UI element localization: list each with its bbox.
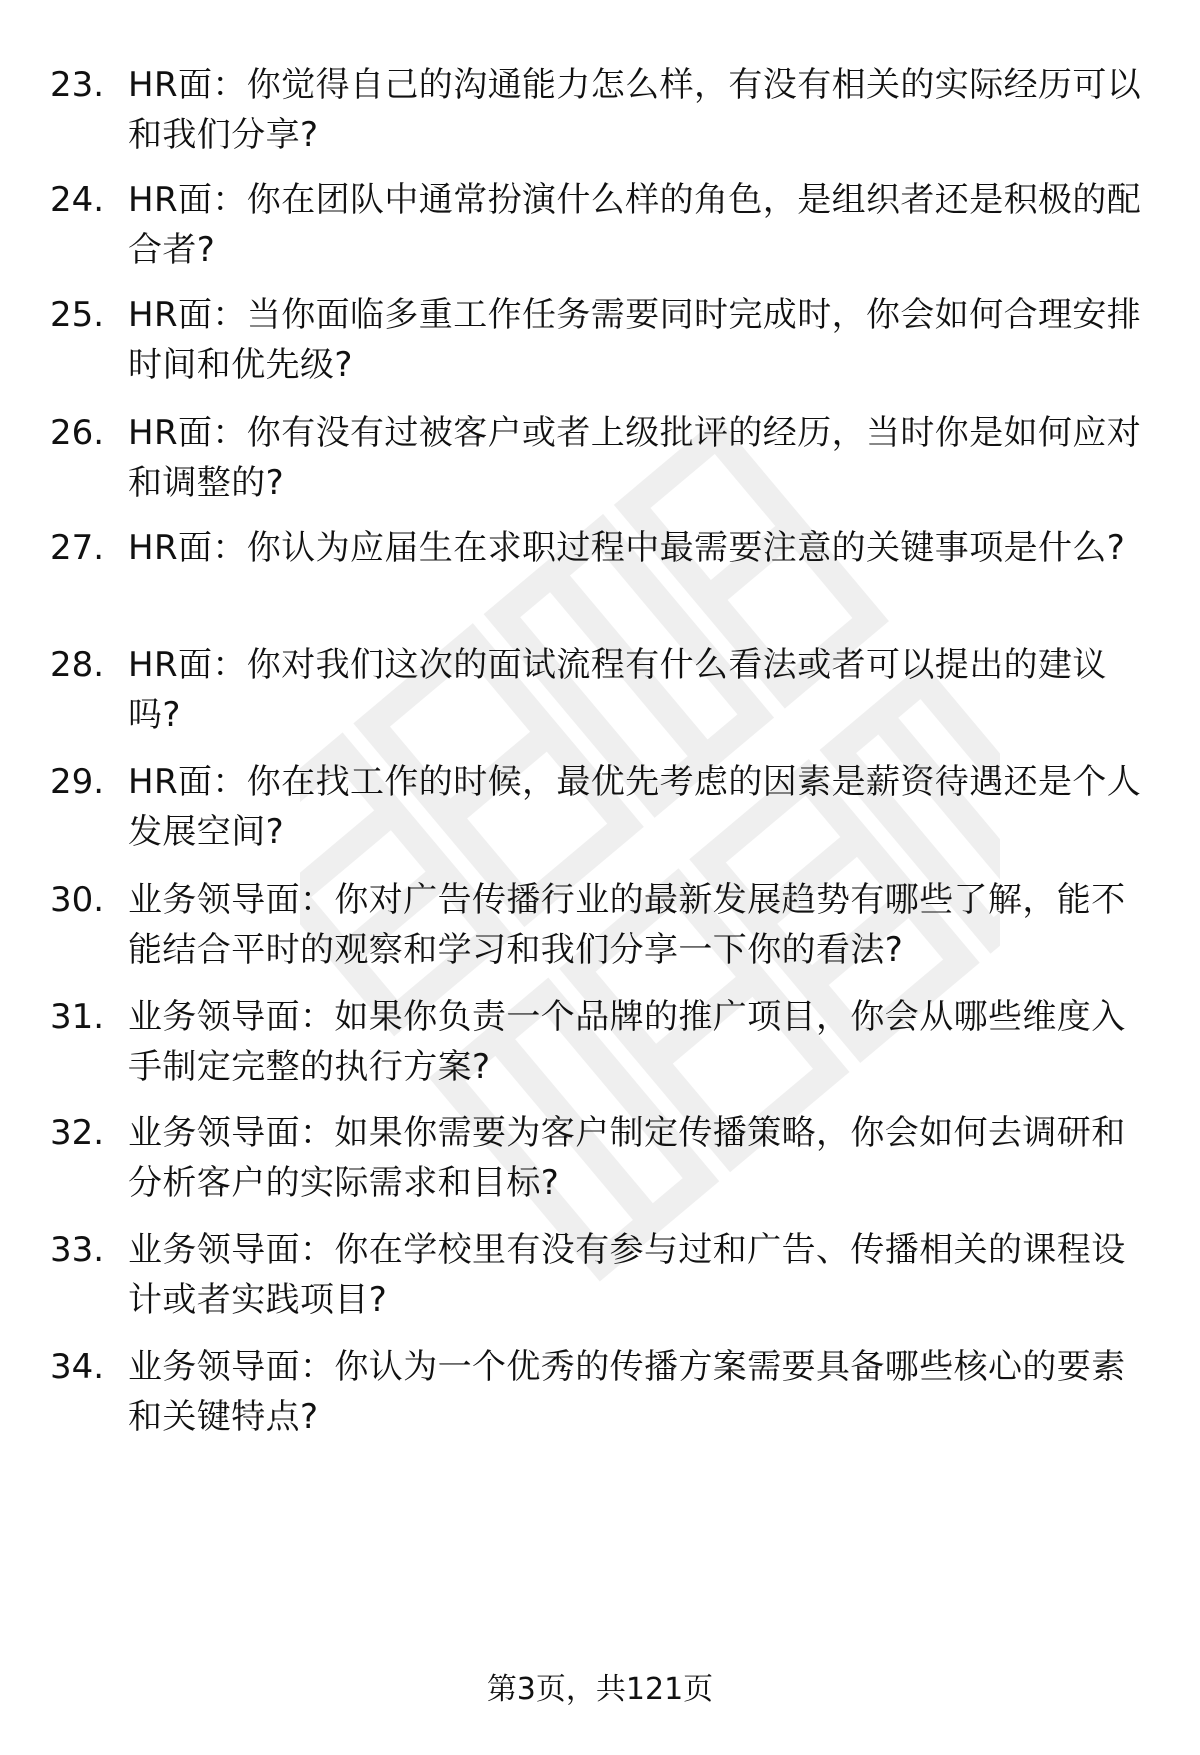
question-item [0,408,1200,508]
question-number: 31. [50,997,105,1037]
question-item [0,523,1200,623]
question-text: 业务领导面：你对广告传播行业的最新发展趋势有哪些了解，能不能结合平时的观察和学习和我们分享一下你的看法? [128,880,1126,970]
question-number: 33. [50,1230,105,1270]
question-text: HR面：你有没有过被客户或者上级批评的经历，当时你是如何应对和调整的? [128,413,1142,503]
question-item [0,1225,1200,1325]
question-number: 26. [50,413,105,453]
question-number: 27. [50,528,105,568]
question-text: HR面：你觉得自己的沟通能力怎么样，有没有相关的实际经历可以和我们分享? [128,65,1142,155]
question-item [0,1342,1200,1442]
question-number: 23. [50,65,105,105]
question-text: HR面：你认为应届生在求职过程中最需要注意的关键事项是什么? [128,528,1126,568]
question-number: 32. [50,1113,105,1153]
question-text: 业务领导面：你在学校里有没有参与过和广告、传播相关的课程设计或者实践项目? [128,1230,1126,1320]
question-item [0,875,1200,975]
question-number: 24. [50,180,105,220]
question-text: 业务领导面：如果你负责一个品牌的推广项目，你会从哪些维度入手制定完整的执行方案? [128,997,1126,1087]
question-text: HR面：你对我们这次的面试流程有什么看法或者可以提出的建议吗? [128,645,1107,735]
question-text: 业务领导面：你认为一个优秀的传播方案需要具备哪些核心的要素和关键特点? [128,1347,1126,1437]
question-number: 34. [50,1347,105,1387]
question-text: 业务领导面：如果你需要为客户制定传播策略，你会如何去调研和分析客户的实际需求和目标? [128,1113,1126,1203]
question-item [0,992,1200,1092]
question-item [0,290,1200,390]
question-number: 30. [50,880,105,920]
question-item [0,757,1200,857]
page-footer: 第3页，共121页 [486,1672,714,1707]
question-text: HR面：当你面临多重工作任务需要同时完成时，你会如何合理安排时间和优先级? [128,295,1142,385]
question-item [0,60,1200,160]
question-number: 29. [50,762,105,802]
question-item [0,640,1200,740]
question-number: 28. [50,645,105,685]
question-item [0,175,1200,275]
question-item [0,1108,1200,1208]
question-text: HR面：你在团队中通常扮演什么样的角色，是组织者还是积极的配合者? [128,180,1142,270]
question-text: HR面：你在找工作的时候，最优先考虑的因素是薪资待遇还是个人发展空间? [128,762,1142,852]
question-number: 25. [50,295,105,335]
